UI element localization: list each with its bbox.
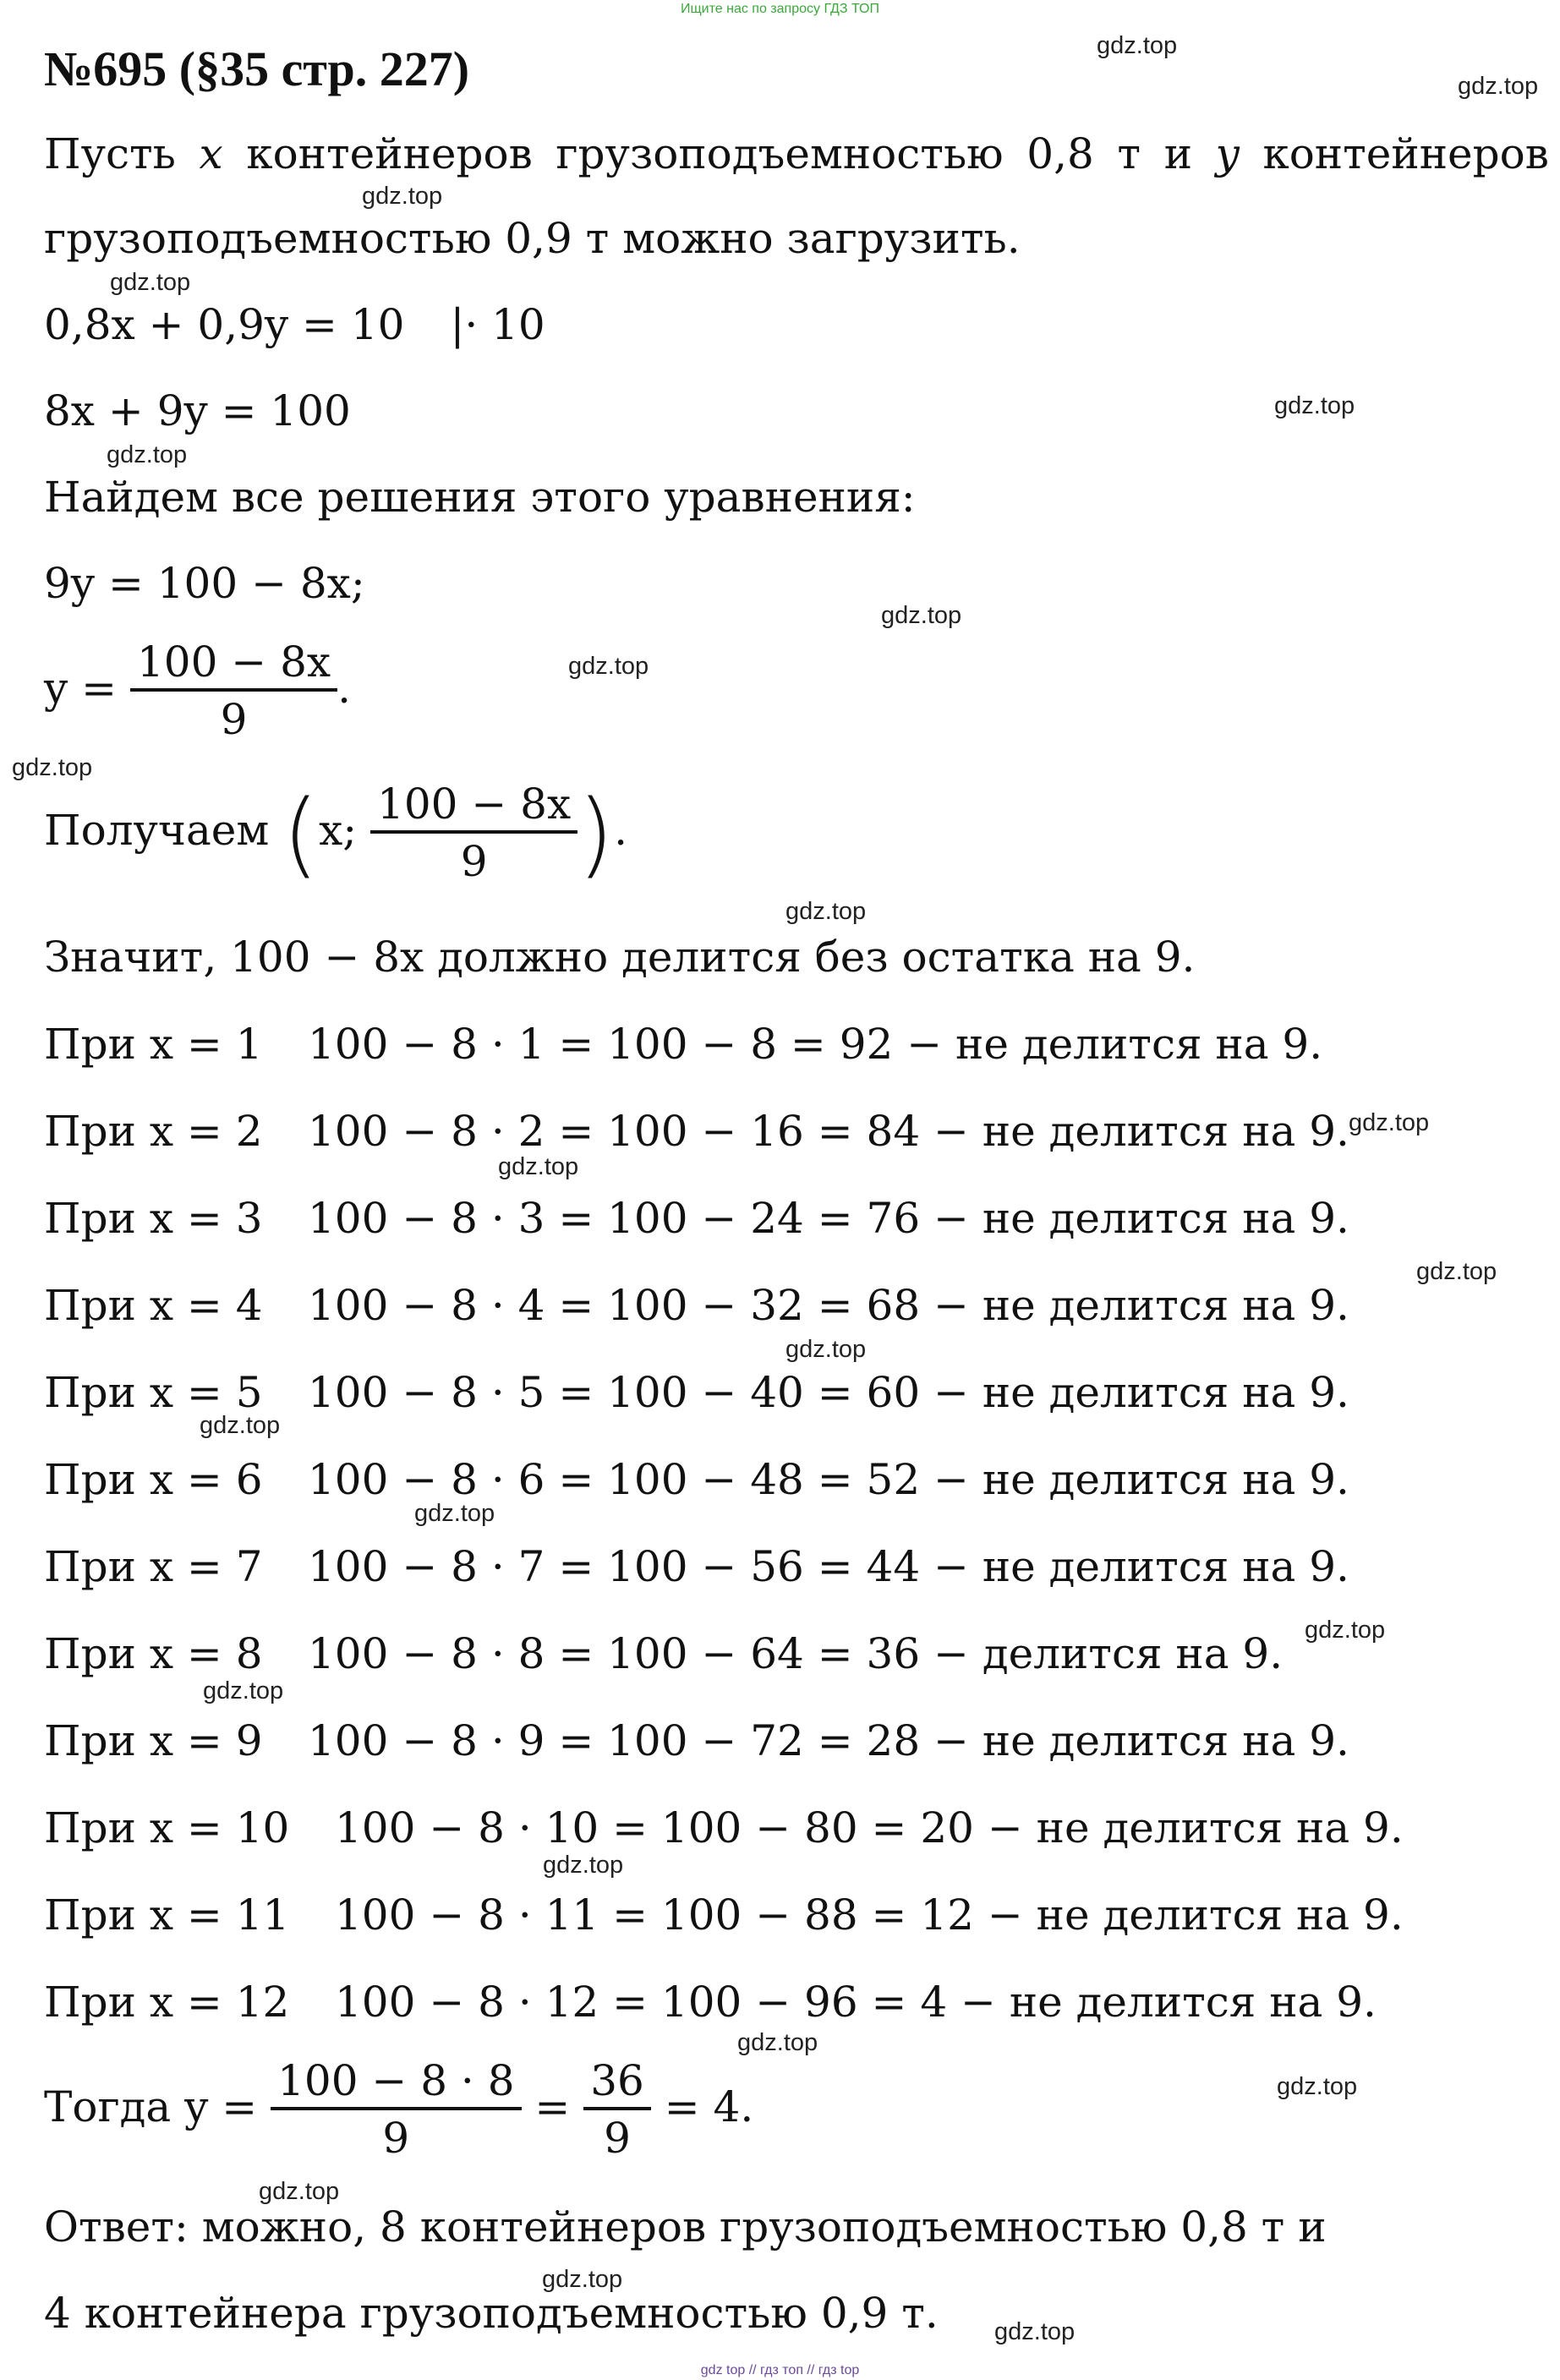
case-expression: 100 − 8 · 11 = 100 − 88 = 12 − не делится на 9. [335, 1890, 1404, 1940]
watermark: gdz.top [568, 653, 649, 680]
fraction [271, 2054, 521, 2166]
result-pair [44, 778, 627, 889]
case-row [44, 1106, 1349, 1157]
watermark: gdz.top [414, 1500, 495, 1527]
watermark: gdz.top [1416, 1258, 1497, 1285]
fraction-denominator: 9 [604, 2114, 631, 2163]
intro-line-2: грузоподъемностью 0,9 т можно загрузить. [44, 214, 1021, 263]
case-label: При x = 3 [44, 1194, 263, 1243]
case-label: При x = 9 [44, 1716, 263, 1765]
fraction [370, 778, 577, 889]
intro-line-1 [44, 129, 1549, 179]
answer-line-2: 4 контейнера грузоподъемностью 0,9 т. [44, 2289, 939, 2338]
header-note: Ищите нас по запросу ГДЗ ТОП [681, 2, 879, 16]
fraction-numerator: 100 − 8x [130, 636, 337, 692]
final-equation [44, 2054, 753, 2166]
case-expression: 100 − 8 · 4 = 100 − 32 = 68 − не делится на 9. [308, 1281, 1349, 1330]
fraction-numerator: 100 − 8 · 8 [271, 2054, 521, 2110]
case-label: При x = 2 [44, 1107, 263, 1156]
case-row [44, 1890, 1404, 1940]
intro-word: контейнеров [1262, 129, 1549, 178]
means-text: Значит, 100 − 8x должно делится без остатка на 9. [44, 933, 1196, 982]
case-row [44, 1803, 1404, 1853]
intro-word: контейнеров [246, 129, 533, 178]
right-paren: ) [577, 780, 615, 888]
case-label: При x = 1 [44, 1020, 263, 1069]
watermark: gdz.top [542, 2266, 623, 2293]
equation-1 [44, 299, 545, 350]
watermark: gdz.top [200, 1412, 281, 1439]
watermark: gdz.top [12, 754, 93, 781]
case-label: При x = 11 [44, 1890, 290, 1940]
case-expression: 100 − 8 · 6 = 100 − 48 = 52 − не делится на 9. [308, 1455, 1349, 1504]
case-row [44, 1454, 1349, 1505]
case-expression: 100 − 8 · 5 = 100 − 40 = 60 − не делится на 9. [308, 1368, 1349, 1417]
case-row [44, 1977, 1377, 2027]
case-label: При x = 4 [44, 1281, 263, 1330]
equation-4-lhs: y = [44, 664, 118, 713]
equation-4 [44, 636, 351, 747]
watermark: gdz.top [110, 269, 191, 296]
case-label: При x = 7 [44, 1542, 263, 1591]
final-label: Тогда y = [44, 2082, 258, 2131]
footer-note: gdz top // гдз топ // гдз top [700, 2363, 860, 2377]
case-expression: 100 − 8 · 7 = 100 − 56 = 44 − не делится на 9. [308, 1542, 1349, 1591]
watermark: gdz.top [1458, 73, 1539, 100]
fraction-numerator: 36 [583, 2054, 651, 2110]
intro-word: т [1117, 129, 1141, 178]
case-row [44, 1715, 1349, 1766]
equals-sign: = [534, 2082, 571, 2131]
watermark: gdz.top [785, 898, 867, 925]
case-expression: 100 − 8 · 12 = 100 − 96 = 4 − не делится на 9. [335, 1978, 1377, 2027]
page-title: №695 (§35 стр. 227) [44, 41, 470, 96]
watermark: gdz.top [785, 1336, 867, 1363]
case-row [44, 1628, 1283, 1679]
left-paren: ( [282, 780, 320, 888]
watermark: gdz.top [543, 1852, 624, 1879]
case-label: При x = 12 [44, 1978, 290, 2027]
watermark: gdz.top [259, 2178, 340, 2205]
case-label: При x = 6 [44, 1455, 263, 1504]
fraction-denominator: 9 [382, 2114, 410, 2163]
final-result: = 4. [664, 2082, 754, 2131]
watermark: gdz.top [1097, 32, 1178, 59]
result-x: x; [319, 806, 358, 855]
result-label: Получаем [44, 806, 270, 855]
case-row [44, 1019, 1322, 1070]
watermark: gdz.top [994, 2318, 1076, 2345]
watermark: gdz.top [1305, 1617, 1386, 1644]
case-expression: 100 − 8 · 8 = 100 − 64 = 36 − делится на 9. [308, 1629, 1284, 1678]
watermark: gdz.top [1349, 1109, 1430, 1136]
intro-word: 0,8 [1026, 129, 1094, 178]
case-row [44, 1280, 1349, 1331]
fraction [130, 636, 337, 747]
case-expression: 100 − 8 · 1 = 100 − 8 = 92 − не делится на 9. [308, 1020, 1323, 1069]
case-row [44, 1193, 1349, 1244]
case-expression: 100 − 8 · 9 = 100 − 72 = 28 − не делится на 9. [308, 1716, 1349, 1765]
fraction-numerator: 100 − 8x [370, 778, 577, 834]
fraction-denominator: 9 [460, 837, 488, 886]
case-label: При x = 10 [44, 1803, 290, 1852]
period: . [337, 664, 351, 713]
case-expression: 100 − 8 · 3 = 100 − 24 = 76 − не делится на 9. [308, 1194, 1349, 1243]
case-row [44, 1541, 1349, 1592]
fraction [583, 2054, 651, 2166]
intro-word: грузоподъемностью [556, 129, 1004, 178]
equation-2: 8x + 9y = 100 [44, 386, 351, 435]
case-expression: 100 − 8 · 2 = 100 − 16 = 84 − не делится на 9. [308, 1107, 1349, 1156]
answer-line-1: Ответ: можно, 8 контейнеров грузоподъемностью 0,8 т и [44, 2202, 1327, 2251]
intro-word: Пусть [44, 129, 176, 178]
watermark: gdz.top [1274, 392, 1355, 419]
case-expression: 100 − 8 · 10 = 100 − 80 = 20 − не делится на 9. [335, 1803, 1404, 1852]
watermark: gdz.top [737, 2029, 818, 2056]
equation-3: 9y = 100 − 8x; [44, 559, 365, 608]
watermark: gdz.top [203, 1677, 284, 1704]
case-row [44, 1367, 1349, 1418]
equation-1-mult: |· 10 [450, 300, 545, 349]
fraction-denominator: 9 [220, 695, 248, 744]
case-label: При x = 5 [44, 1368, 263, 1417]
watermark: gdz.top [1277, 2073, 1358, 2100]
watermark: gdz.top [498, 1153, 579, 1180]
watermark: gdz.top [107, 441, 188, 468]
period: . [614, 806, 627, 855]
equation-1-lhs: 0,8x + 0,9y = 10 [44, 300, 405, 349]
case-label: При x = 8 [44, 1629, 263, 1678]
watermark: gdz.top [881, 602, 962, 629]
find-all-text: Найдем все решения этого уравнения: [44, 473, 916, 522]
intro-word: и [1163, 129, 1193, 178]
intro-word-y: y [1215, 129, 1240, 178]
watermark: gdz.top [362, 183, 443, 210]
intro-word-x: x [199, 129, 223, 178]
